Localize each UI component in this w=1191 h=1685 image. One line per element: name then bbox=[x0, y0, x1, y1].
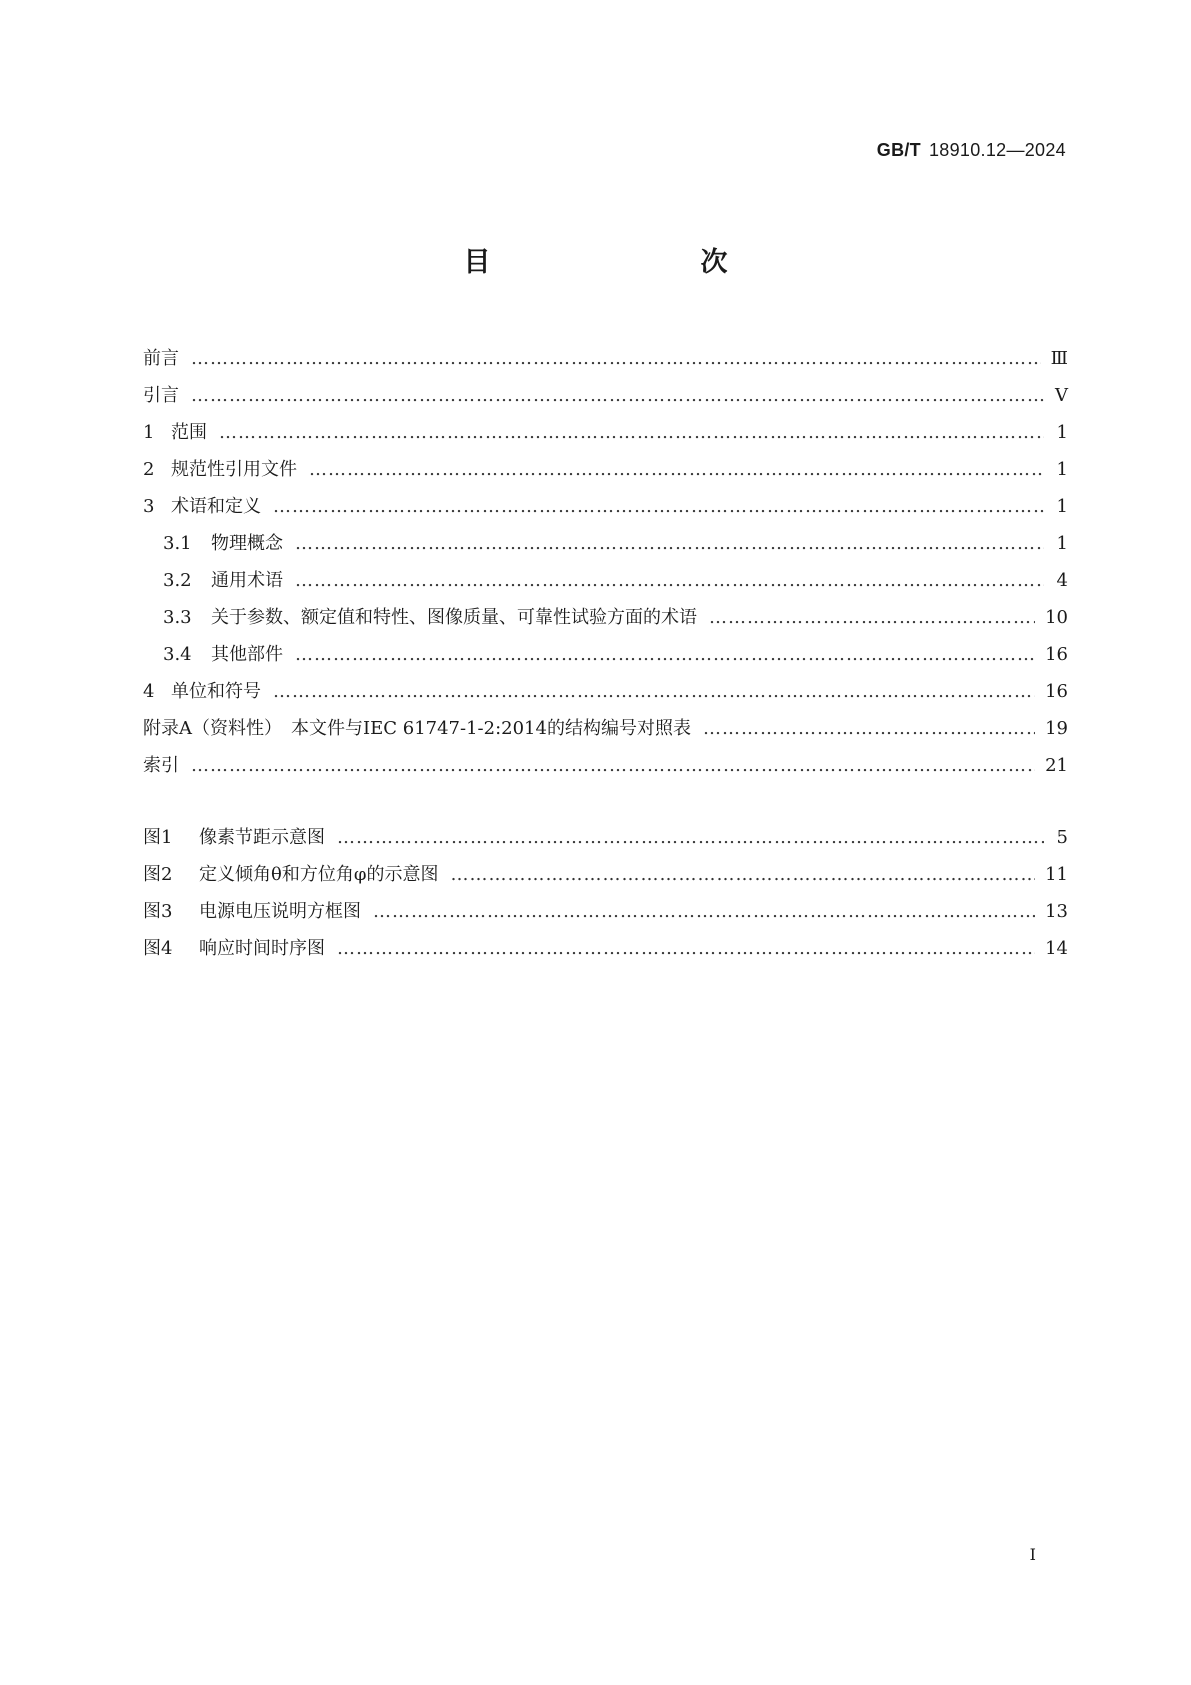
toc-entry-normative-references[interactable] bbox=[143, 451, 1068, 488]
toc-leader bbox=[191, 340, 1041, 377]
toc-entry-page: 1 bbox=[1056, 459, 1068, 480]
toc-entry-label: 索引 bbox=[143, 755, 179, 776]
toc-entry-page: 4 bbox=[1056, 570, 1068, 591]
toc-entry-foreword[interactable] bbox=[143, 340, 1068, 377]
toc-leader bbox=[703, 710, 1035, 747]
toc-entry-page: 19 bbox=[1045, 718, 1068, 739]
toc-entry-annex-a[interactable] bbox=[143, 710, 1068, 747]
toc-entry-figure-4[interactable] bbox=[143, 930, 1068, 967]
toc-entry-label: 3 术语和定义 bbox=[143, 496, 261, 517]
toc-figures-list bbox=[143, 819, 1068, 967]
toc-leader bbox=[309, 451, 1044, 488]
toc-title: 目 次 bbox=[463, 247, 780, 278]
document-code bbox=[877, 140, 1066, 161]
toc-entry-introduction[interactable] bbox=[143, 377, 1068, 414]
toc-entry-page: 16 bbox=[1045, 681, 1068, 702]
toc-entry-page: 11 bbox=[1045, 864, 1068, 885]
toc-entry-label: 3.4 其他部件 bbox=[163, 644, 283, 665]
toc-main-list bbox=[143, 340, 1068, 784]
toc-entry-label: 图2 定义倾角θ和方位角φ的示意图 bbox=[143, 864, 439, 885]
toc-entry-physical-concepts[interactable] bbox=[143, 525, 1068, 562]
toc-entry-units-symbols[interactable] bbox=[143, 673, 1068, 710]
toc-entry-label: 引言 bbox=[143, 385, 179, 406]
toc-entry-page: Ⅲ bbox=[1050, 348, 1068, 369]
toc-entry-label: 3.1 物理概念 bbox=[163, 533, 283, 554]
toc-entry-figure-3[interactable] bbox=[143, 893, 1068, 930]
toc-entry-terms-definitions[interactable] bbox=[143, 488, 1068, 525]
toc-leader bbox=[273, 673, 1035, 710]
toc-leader bbox=[295, 562, 1044, 599]
toc-leader bbox=[273, 488, 1044, 525]
toc-entry-page: 14 bbox=[1045, 938, 1068, 959]
toc-entry-index[interactable] bbox=[143, 747, 1068, 784]
document-code-prefix: GB/T bbox=[876, 140, 921, 160]
toc-leader bbox=[191, 747, 1035, 784]
toc-entry-page: 5 bbox=[1056, 827, 1068, 848]
toc-leader bbox=[295, 525, 1044, 562]
toc-entry-other-components[interactable] bbox=[143, 636, 1068, 673]
toc-entry-label: 3.3 关于参数、额定值和特性、图像质量、可靠性试验方面的术语 bbox=[163, 607, 697, 628]
toc-leader bbox=[337, 819, 1044, 856]
toc-entry-page: Ⅴ bbox=[1055, 385, 1068, 406]
toc-entry-page: 13 bbox=[1045, 901, 1068, 922]
toc-leader bbox=[373, 893, 1035, 930]
toc-entry-label: 1 范围 bbox=[143, 422, 207, 443]
toc-entry-label: 前言 bbox=[143, 348, 179, 369]
toc-entry-page: 10 bbox=[1045, 607, 1068, 628]
toc-entry-label: 3.2 通用术语 bbox=[163, 570, 283, 591]
toc-leader bbox=[191, 377, 1044, 414]
toc-leader bbox=[337, 930, 1035, 967]
toc-leader bbox=[450, 856, 1035, 893]
toc-entry-page: 1 bbox=[1056, 496, 1068, 517]
toc-entry-figure-2[interactable] bbox=[143, 856, 1068, 893]
toc-entry-scope[interactable] bbox=[143, 414, 1068, 451]
toc-entry-page: 21 bbox=[1045, 755, 1068, 776]
document-code-number: 18910.12—2024 bbox=[928, 140, 1066, 160]
toc-entry-page: 1 bbox=[1056, 533, 1068, 554]
toc-entry-figure-1[interactable] bbox=[143, 819, 1068, 856]
toc-leader bbox=[295, 636, 1035, 673]
toc-entry-page: 16 bbox=[1045, 644, 1068, 665]
toc-entry-label: 附录A（资料性） 本文件与IEC 61747-1-2:2014的结构编号对照表 bbox=[143, 718, 691, 739]
toc-entry-label: 2 规范性引用文件 bbox=[143, 459, 297, 480]
page-number: I bbox=[1029, 1545, 1036, 1564]
toc-entry-general-terms[interactable] bbox=[143, 562, 1068, 599]
toc-entry-page: 1 bbox=[1056, 422, 1068, 443]
toc-entry-label: 图3 电源电压说明方框图 bbox=[143, 901, 361, 922]
toc-entry-label: 图1 像素节距示意图 bbox=[143, 827, 325, 848]
toc-leader bbox=[219, 414, 1044, 451]
toc-entry-label: 4 单位和符号 bbox=[143, 681, 261, 702]
toc-entry-parameter-terms[interactable] bbox=[143, 599, 1068, 636]
toc-leader bbox=[709, 599, 1035, 636]
toc-entry-label: 图4 响应时间时序图 bbox=[143, 938, 325, 959]
